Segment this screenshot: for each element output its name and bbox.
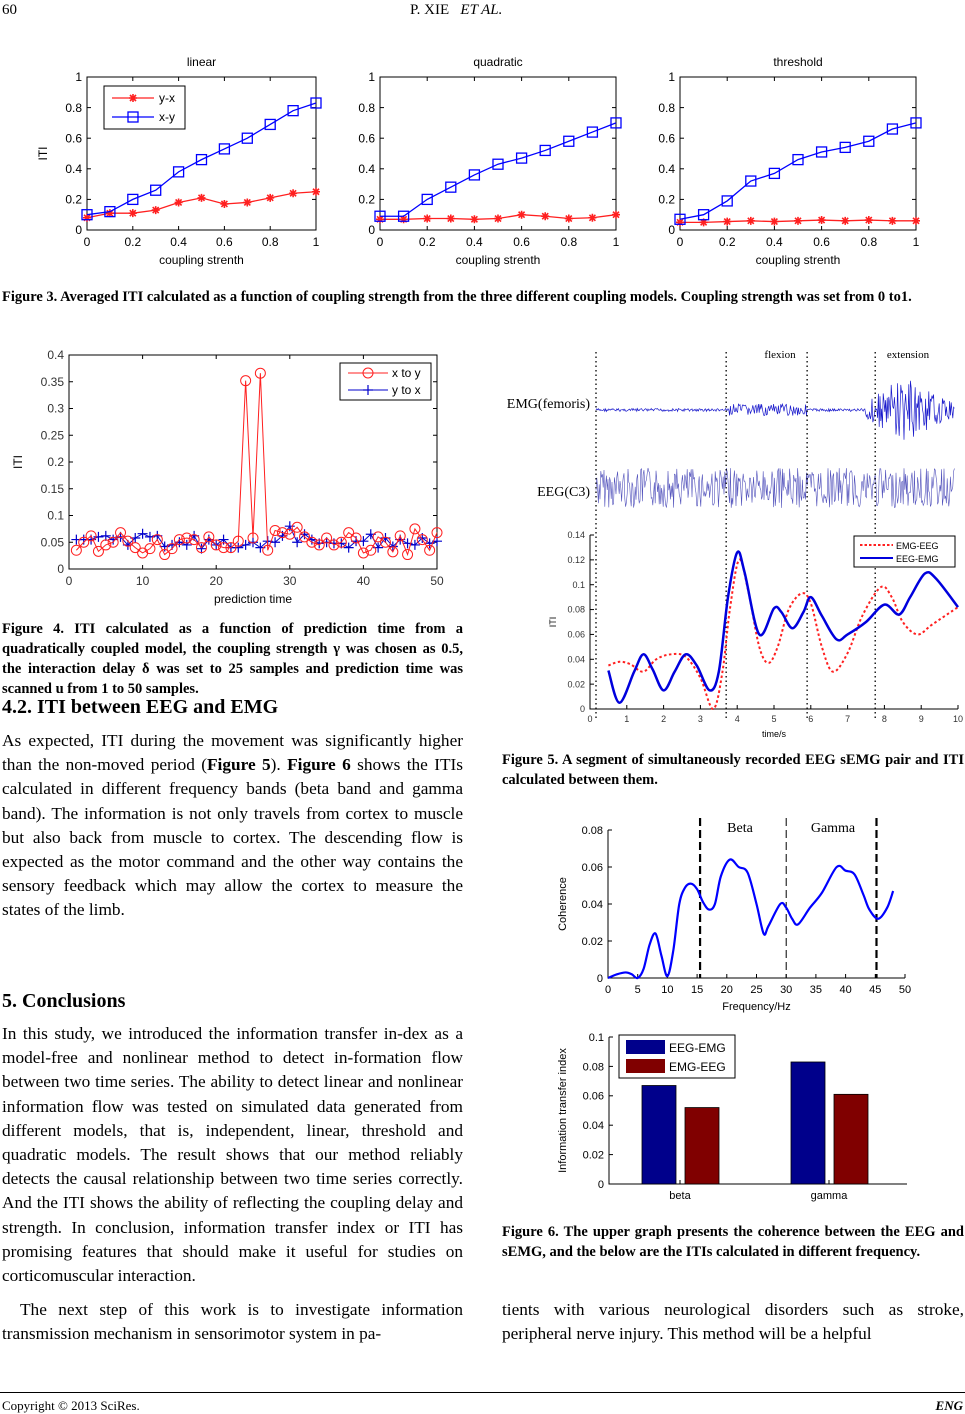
eeg-trace xyxy=(596,468,954,508)
x-tick-label: 4 xyxy=(734,714,740,724)
y-tick-label: 0.3 xyxy=(47,401,64,416)
authors: P. XIE xyxy=(410,2,450,18)
eeg-label: EEG(C3) xyxy=(537,485,590,500)
x-axis-label: Frequency/Hz xyxy=(722,1001,791,1013)
y-tick-label: 0 xyxy=(668,223,675,238)
star-marker xyxy=(865,216,873,224)
x-tick-label: 10 xyxy=(135,574,150,588)
emg-trace xyxy=(596,381,954,440)
y-tick-label: 1 xyxy=(668,70,675,85)
star-marker xyxy=(129,94,137,102)
text: ). xyxy=(270,755,288,775)
chart-title: threshold xyxy=(773,55,823,69)
y-tick-label: 0.08 xyxy=(567,604,585,615)
x-tick-label: 0.2 xyxy=(124,235,142,249)
journal-abbrev: ENG xyxy=(935,1398,963,1413)
y-tick-label: 0.06 xyxy=(581,861,603,874)
legend-label: x to y xyxy=(392,366,421,380)
x-tick-label: 20 xyxy=(209,574,223,588)
star-marker xyxy=(818,216,826,224)
x-tick-label: 2 xyxy=(661,714,667,724)
y-axis-label: ITI xyxy=(11,455,25,469)
y-tick-label: 0.8 xyxy=(65,100,82,115)
x-tick-label: 7 xyxy=(845,714,851,724)
x-tick-label: 0 xyxy=(83,235,91,249)
y-tick-label: 0.1 xyxy=(47,508,64,523)
x-axis-label: coupling strenth xyxy=(755,253,841,267)
star-marker xyxy=(888,217,896,225)
x-tick-label: 0.8 xyxy=(560,235,578,249)
section-4-2-heading: 4.2. ITI between EEG and EMG xyxy=(2,696,279,718)
star-marker xyxy=(794,217,802,225)
x-tick-label: 30 xyxy=(283,574,297,588)
x-tick-label: 10 xyxy=(952,714,964,724)
flexion-label: flexion xyxy=(764,349,796,361)
fig3-threshold-chart xyxy=(658,55,921,267)
y-tick-label: 0 xyxy=(368,223,375,238)
star-marker xyxy=(494,215,502,223)
legend xyxy=(340,363,431,400)
y-tick-label: 0 xyxy=(597,1178,604,1191)
fig6-bars-chart xyxy=(557,1032,907,1202)
x-tick-label: 20 xyxy=(720,984,733,996)
x-tick-label: 0.4 xyxy=(466,235,483,249)
y-tick-label: 0.8 xyxy=(358,100,375,115)
legend-label: EMG-EEG xyxy=(669,1060,726,1074)
y-axis-label: ITI xyxy=(36,146,50,161)
figure4-caption: Figure 4. ITI calculated as a function of prediction time from a quadratically coupled model, the coupling strength γ was chosen as 0.5, the interaction delay δ was set to 25 samples and prediction time was scanned u from 1 to 50 samples. xyxy=(2,621,463,697)
section-5-heading: 5. Conclusions xyxy=(2,990,126,1012)
legend xyxy=(854,536,955,567)
plus-marker xyxy=(248,537,258,547)
x-tick-label: 1 xyxy=(624,714,630,724)
x-tick-label: 15 xyxy=(690,984,704,996)
x-tick-label: 0 xyxy=(587,714,593,724)
x-axis-label: coupling strenth xyxy=(159,253,244,267)
y-tick-label: 0.4 xyxy=(658,162,675,176)
fig5-signals xyxy=(507,349,955,508)
star-marker xyxy=(243,198,251,206)
star-marker xyxy=(588,214,596,222)
et-al: ET AL. xyxy=(460,2,503,18)
extension-label: extension xyxy=(886,349,930,361)
x-tick-label: 8 xyxy=(881,714,887,724)
star-marker xyxy=(266,194,274,202)
x-tick-label: 0.2 xyxy=(718,235,736,249)
star-marker xyxy=(470,215,478,223)
figure5-ref: Figure 5 xyxy=(206,755,271,775)
y-tick-label: 0.4 xyxy=(358,162,375,176)
x-tick-label: 45 xyxy=(869,984,882,996)
star-marker xyxy=(198,194,206,202)
copyright: Copyright © 2013 SciRes. xyxy=(2,1398,140,1413)
y-tick-label: 0.08 xyxy=(582,1061,604,1074)
text: As expected, ITI during the movement was significantly higher than the non-moved period ( xyxy=(2,731,463,775)
y-tick-label: 0.02 xyxy=(567,679,585,690)
y-tick-label: 0.02 xyxy=(582,1149,604,1162)
star-marker xyxy=(841,217,849,225)
y-tick-label: 0.06 xyxy=(582,1090,604,1103)
star-marker xyxy=(518,211,526,219)
star-marker xyxy=(175,198,183,206)
x-tick-label: 50 xyxy=(898,984,912,996)
y-tick-label: 0.05 xyxy=(40,535,64,550)
x-tick-label: 1 xyxy=(612,235,620,249)
x-tick-label: 6 xyxy=(808,714,814,724)
x-tick-label: 5 xyxy=(634,984,641,996)
y-tick-label: 0.14 xyxy=(567,530,585,541)
star-marker xyxy=(152,206,160,214)
legend-swatch xyxy=(626,1040,665,1054)
y-tick-label: 0 xyxy=(57,562,64,577)
footer-rule xyxy=(0,1392,965,1393)
x-tick-label: 5 xyxy=(771,714,777,724)
text: shows the ITIs calculated in different frequency bands (beta band and gamma band). The information is not only travels from cortex to muscle but also back from muscle to cortex. The descending flow is expected as the motor command and the other way contains the sensory feedback which may allow the cortex to measure the states of the limb. xyxy=(2,755,463,920)
star-marker xyxy=(676,218,684,226)
y-tick-label: 0.04 xyxy=(582,1120,604,1133)
star-marker xyxy=(289,189,297,197)
y-tick-label: 0.06 xyxy=(567,629,585,640)
x-tick-label: 0.2 xyxy=(418,235,436,249)
x-tick-label: 0.8 xyxy=(860,235,878,249)
star-marker xyxy=(912,217,920,225)
category-label: gamma xyxy=(810,1190,848,1202)
figure5-caption: Figure 5. A segment of simultaneously recorded EEG sEMG pair and ITI calculated between them. xyxy=(502,752,964,788)
fig3-quadratic-chart xyxy=(358,55,621,267)
x-axis-label: prediction time xyxy=(213,592,293,606)
x-tick-label: 10 xyxy=(661,984,674,996)
series-line-EEG-EMG xyxy=(608,551,958,702)
y-tick-label: 0 xyxy=(579,704,585,715)
figure6-caption: Figure 6. The upper graph presents the coherence between the EEG and sEMG, and the below are the ITIs calculated in different frequency. xyxy=(502,1224,964,1260)
x-tick-label: 9 xyxy=(918,714,924,724)
x-tick-label: 1 xyxy=(912,235,920,249)
y-tick-label: 0.2 xyxy=(47,455,64,470)
y-tick-label: 0.08 xyxy=(581,824,603,837)
fig3-linear-chart xyxy=(36,55,321,267)
y-tick-label: 0.25 xyxy=(40,428,64,443)
star-marker xyxy=(747,217,755,225)
y-axis-label: Coherence xyxy=(557,877,569,931)
x-tick-label: 40 xyxy=(356,574,371,588)
y-axis-label: ITI xyxy=(548,616,558,628)
legend-label: EEG-EMG xyxy=(896,554,939,564)
x-tick-label: 1 xyxy=(312,235,320,249)
x-tick-label: 0.4 xyxy=(766,235,783,249)
x-tick-label: 0 xyxy=(676,235,684,249)
y-tick-label: 1 xyxy=(368,70,375,85)
y-tick-label: 0.02 xyxy=(581,935,603,948)
y-tick-label: 0.35 xyxy=(40,374,64,389)
page-number: 60 xyxy=(2,2,17,18)
y-tick-label: 0 xyxy=(596,972,603,985)
x-tick-label: 0 xyxy=(376,235,384,249)
x-tick-label: 0.6 xyxy=(216,235,233,249)
star-marker xyxy=(220,200,228,208)
star-marker xyxy=(129,209,137,217)
section-4-2-paragraph xyxy=(2,729,463,923)
legend-label: y to x xyxy=(392,383,421,397)
y-tick-label: 0.2 xyxy=(358,192,375,207)
x-tick-label: 30 xyxy=(780,984,793,996)
x-tick-label: 35 xyxy=(809,984,823,996)
next-step-continued: tients with various neurological disorders such as stroke, peripheral nerve injury. This method will be a helpful xyxy=(502,1300,964,1344)
star-marker xyxy=(565,215,573,223)
bar-beta-EEG-EMG xyxy=(642,1086,676,1184)
y-tick-label: 0.4 xyxy=(65,162,82,176)
legend-label: y-x xyxy=(159,91,175,105)
category-label: beta xyxy=(669,1190,691,1202)
coherence-curve xyxy=(608,859,893,978)
x-tick-label: 0.4 xyxy=(170,235,187,249)
star-marker xyxy=(541,212,549,220)
x-tick-label: 0.8 xyxy=(261,235,279,249)
beta-label: Beta xyxy=(727,821,753,836)
x-axis-label: coupling strenth xyxy=(455,253,541,267)
y-tick-label: 0.2 xyxy=(65,192,82,207)
star-marker xyxy=(770,218,778,226)
emg-label: EMG(femoris) xyxy=(506,397,590,412)
chart-title: quadratic xyxy=(473,55,523,69)
bar-gamma-EMG-EEG xyxy=(834,1094,868,1184)
series-line-x-y xyxy=(680,123,916,219)
star-marker xyxy=(612,211,620,219)
star-marker xyxy=(423,215,431,223)
fig4-chart xyxy=(11,348,444,606)
y-tick-label: 0.04 xyxy=(567,654,585,665)
x-tick-label: 0.6 xyxy=(813,235,830,249)
x-tick-label: 0 xyxy=(604,984,612,996)
x-tick-label: 40 xyxy=(839,984,852,996)
x-tick-label: 3 xyxy=(697,714,703,724)
y-tick-label: 0.04 xyxy=(581,898,603,911)
plus-marker xyxy=(204,535,214,545)
bar-gamma-EEG-EMG xyxy=(791,1062,825,1184)
y-tick-label: 1 xyxy=(75,70,82,85)
gamma-label: Gamma xyxy=(810,821,856,836)
x-axis-label: time/s xyxy=(761,729,787,739)
y-axis-label: Information transfer index xyxy=(557,1048,569,1173)
y-tick-label: 0.1 xyxy=(572,579,585,590)
y-tick-label: 0.6 xyxy=(658,131,675,146)
legend-label: EEG-EMG xyxy=(669,1041,726,1055)
legend-swatch xyxy=(626,1059,665,1073)
legend-label: EMG-EEG xyxy=(896,541,939,551)
legend xyxy=(619,1035,735,1078)
y-tick-label: 0.6 xyxy=(65,131,82,146)
star-marker xyxy=(447,215,455,223)
x-tick-label: 25 xyxy=(750,984,763,996)
figure6-ref: Figure 6 xyxy=(287,755,351,775)
figure3-caption: Figure 3. Averaged ITI calculated as a function of coupling strength from the three different coupling models. Coupling strength was set from 0 to1. xyxy=(2,289,912,305)
conclusions-paragraph: In this study, we introduced the information transfer in-dex as a model-free and nonlinear method to detect in-formation flow between two time series. The ability to detect linear and nonlinear information flow was tested on simulated data generated from different models, that is, independent, linear, threshold and quadratic models. The result shows that our method reliably detects the causal relationship between two time series correctly. And the ITI shows the ability of reflecting the coupling delay and strength. In conclusion, information transfer index or ITI has promising features that should make it useful for studies on corticomuscular interaction. xyxy=(2,1024,463,1286)
star-marker xyxy=(723,218,731,226)
x-tick-label: 0 xyxy=(65,574,73,588)
axes-box xyxy=(680,77,916,230)
next-step-paragraph: The next step of this work is to investigate information transmission mechanism in sensorimotor system in pa- xyxy=(2,1300,463,1344)
legend xyxy=(104,86,185,129)
y-tick-label: 0.2 xyxy=(658,192,675,207)
y-tick-label: 0.15 xyxy=(40,481,64,496)
legend-label: x-y xyxy=(159,110,175,124)
x-tick-label: 0.6 xyxy=(513,235,530,249)
y-tick-label: 0.6 xyxy=(358,131,375,146)
bar-beta-EMG-EEG xyxy=(685,1108,719,1184)
chart-title: linear xyxy=(186,55,217,69)
x-tick-label: 50 xyxy=(430,574,444,588)
star-marker xyxy=(312,188,320,196)
fig6-coherence-chart xyxy=(557,818,911,1013)
y-tick-label: 0.8 xyxy=(658,100,675,115)
y-tick-label: 0 xyxy=(75,223,82,238)
y-tick-label: 0.12 xyxy=(567,555,585,566)
y-tick-label: 0.1 xyxy=(588,1031,604,1044)
y-tick-label: 0.4 xyxy=(47,348,64,363)
